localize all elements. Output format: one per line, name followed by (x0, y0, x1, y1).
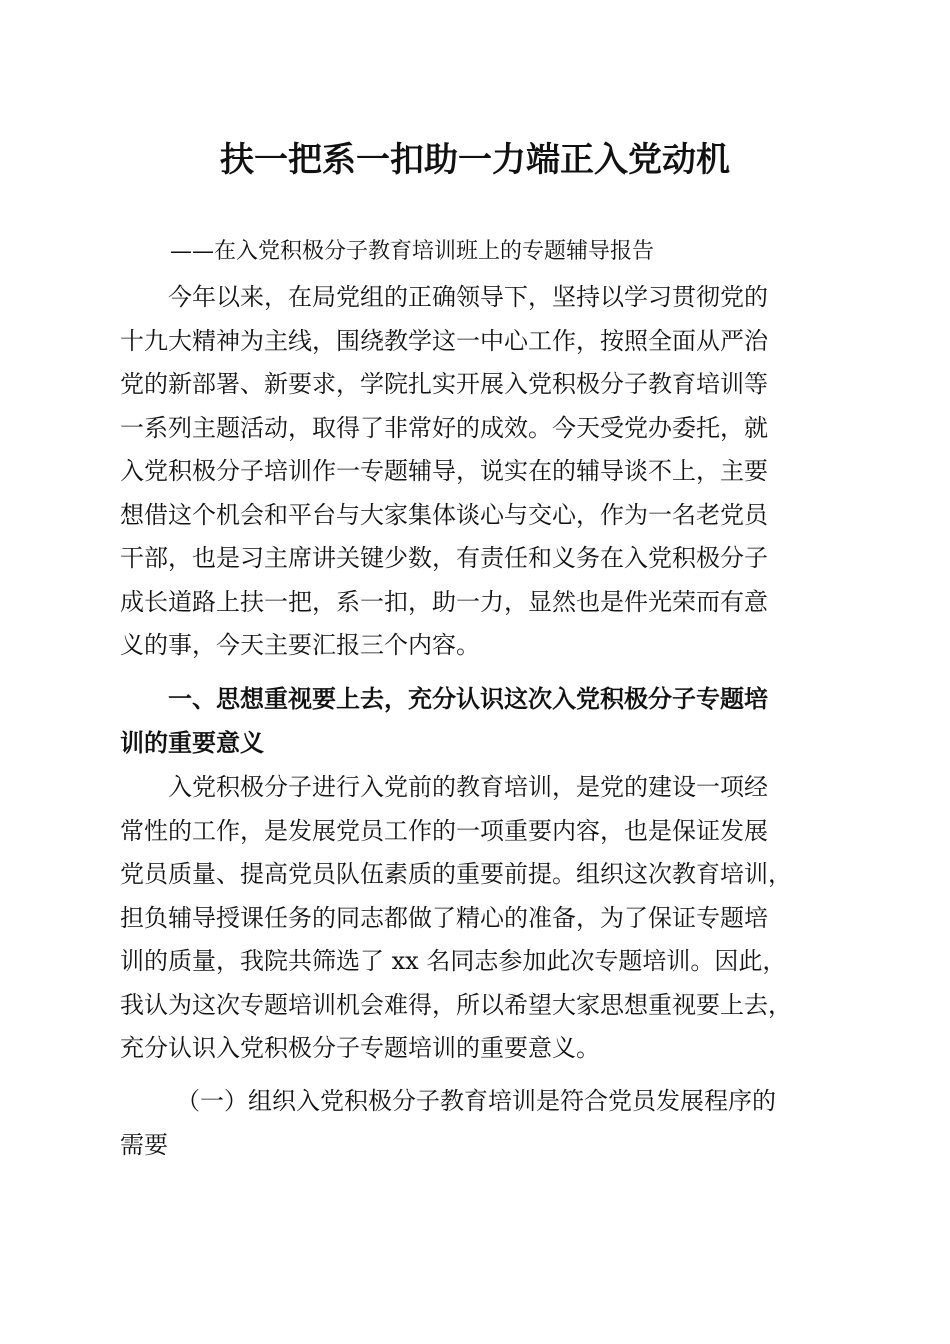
paragraph-line: 党的新部署、新要求，学院扎实开展入党积极分子教育培训等 (120, 370, 768, 398)
section-1-heading (120, 678, 840, 765)
paragraph-line: 我认为这次专题培训机会难得，所以希望大家思想重视要上去， (120, 990, 792, 1019)
paragraph-line: 今年以来，在局党组的正确领导下，坚持以学习贯彻党的 (168, 283, 768, 311)
paragraph-line: 担负辅导授课任务的同志都做了精心的准备，为了保证专题培 (120, 903, 768, 932)
section-1-paragraph (120, 766, 840, 1071)
paragraph-line: 成长道路上扶一把，系一扣，助一力，显然也是件光荣而有意 (120, 587, 768, 616)
heading-line: 训的重要意义 (120, 728, 264, 757)
paragraph-line: 充分认识入党积极分子专题培训的重要意义。 (120, 1034, 600, 1062)
paragraph-line: 入党积极分子进行入党前的教育培训，是党的建设一项经 (168, 773, 768, 801)
subheading-line: 需要 (120, 1130, 168, 1159)
paragraph-line: 十九大精神为主线，围绕教学这一中心工作，按照全面从严治 (120, 326, 768, 355)
paragraph-line: 训的质量，我院共筛选了 xx 名同志参加此次专题培训。因此， (120, 947, 787, 975)
paragraph-line: 一系列主题活动，取得了非常好的成效。今天受党办委托，就 (120, 413, 768, 442)
document-title: 扶一把系一扣助一力端正入党动机 (220, 140, 730, 180)
paragraph-line: 入党积极分子培训作一专题辅导，说实在的辅导谈不上，主要 (120, 457, 768, 485)
heading-line: 一、思想重视要上去，充分认识这次入党积极分子专题培 (168, 685, 768, 713)
subsection-1-heading (120, 1080, 840, 1167)
paragraph-line: 想借这个机会和平台与大家集体谈心与交心，作为一名老党员 (120, 500, 768, 529)
paragraph-line: 常性的工作，是发展党员工作的一项重要内容，也是保证发展 (120, 816, 768, 845)
document-subtitle: ——在入党积极分子教育培训班上的专题辅导报告 (170, 239, 655, 264)
subheading-line: （一）组织入党积极分子教育培训是符合党员发展程序的 (176, 1087, 776, 1115)
paragraph-line: 干部，也是习主席讲关键少数，有责任和义务在入党积极分子 (120, 544, 768, 572)
paragraph-line: 义的事，今天主要汇报三个内容。 (120, 631, 480, 659)
intro-paragraph (120, 276, 840, 668)
paragraph-line: 党员质量、提高党员队伍素质的重要前提。组织这次教育培训， (120, 860, 792, 888)
